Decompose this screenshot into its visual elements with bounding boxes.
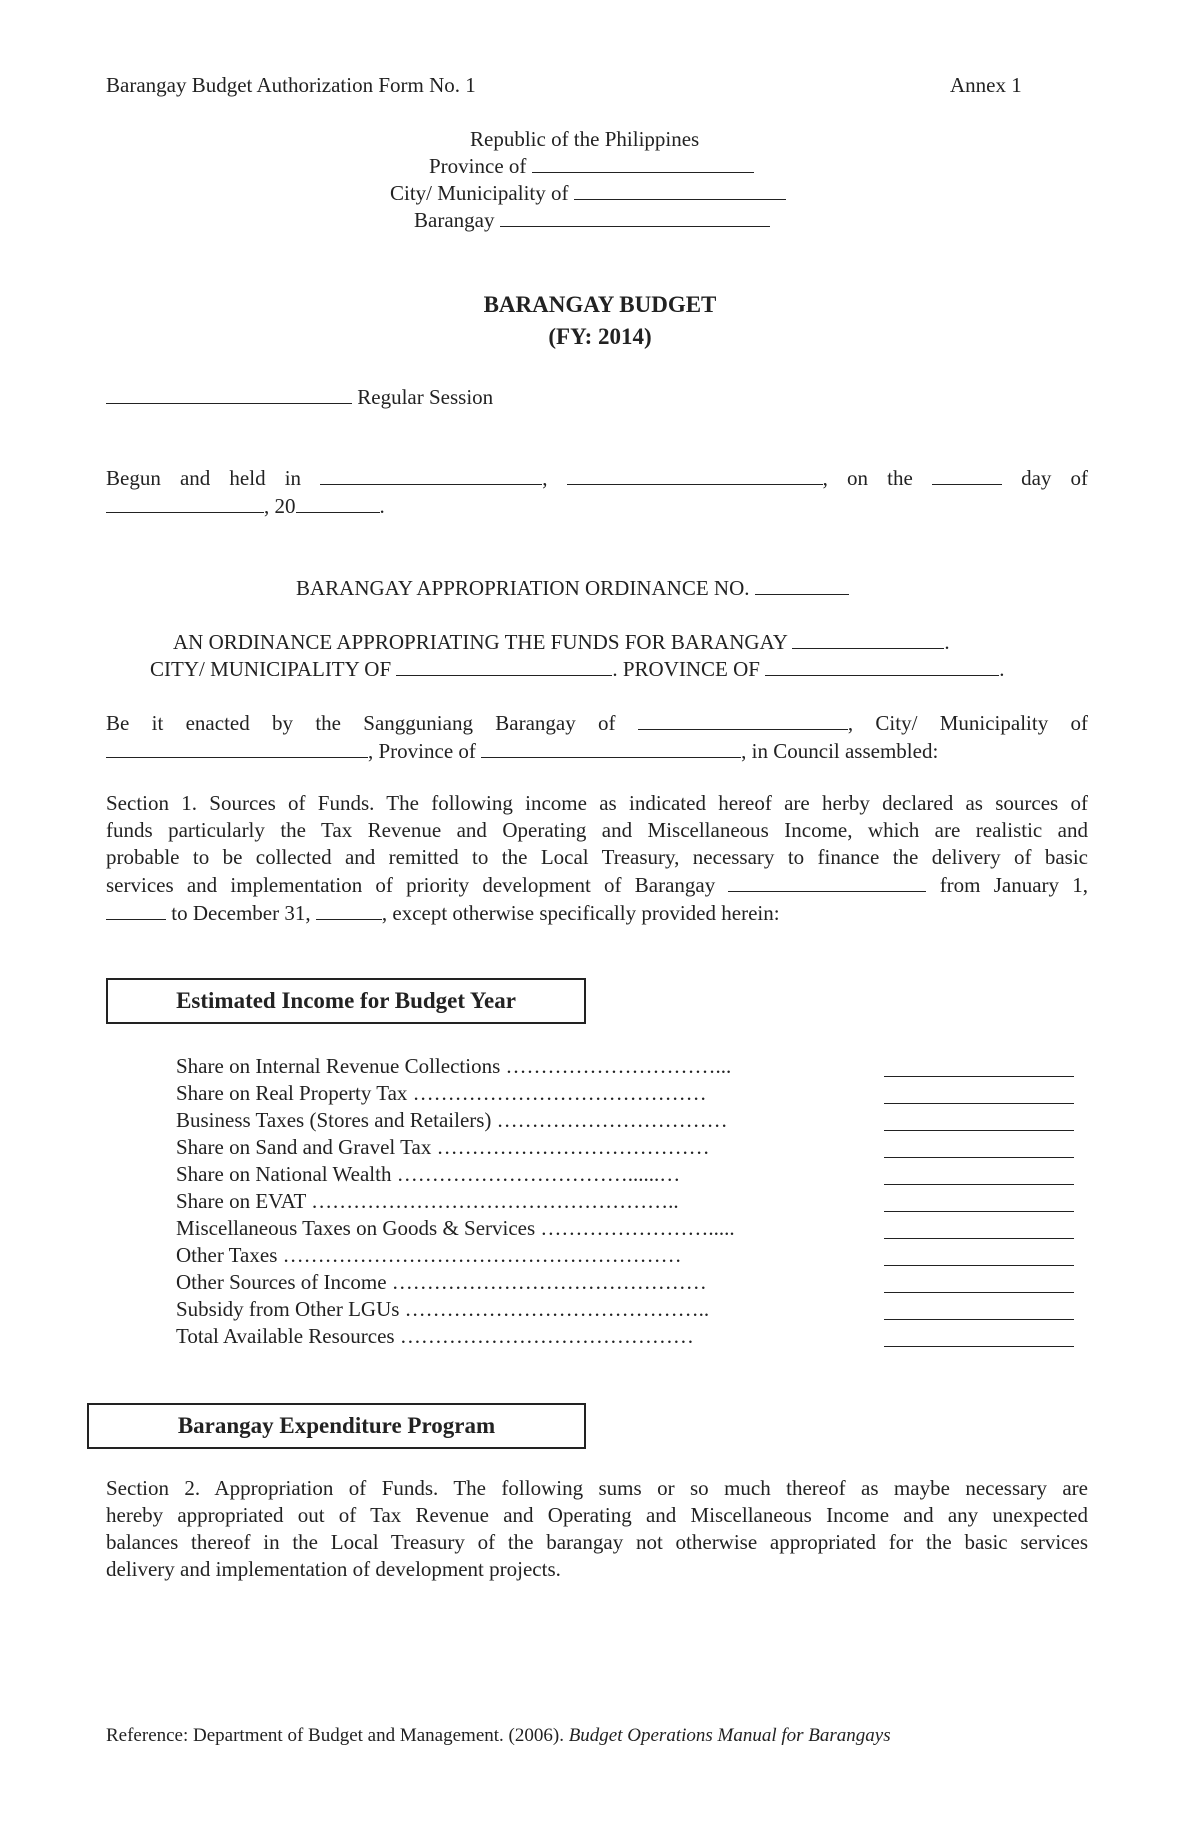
income-item <box>176 1242 682 1269</box>
ordinance-province-blank[interactable] <box>765 655 999 676</box>
section-1-year-start-blank[interactable] <box>106 899 166 920</box>
section-1-line-5 <box>106 899 1088 927</box>
income-amount-blank[interactable] <box>884 1241 1074 1266</box>
annex-label: Annex 1 <box>950 73 1022 97</box>
barangay-line <box>414 206 770 234</box>
section-1-line-4b: from January 1, <box>939 873 1089 897</box>
enacted-barangay-blank[interactable] <box>638 709 848 730</box>
income-item-dots: ………………………………… <box>436 1135 710 1159</box>
ordinance-city-blank[interactable] <box>396 655 612 676</box>
section-2-line-3: balances thereof in the Local Treasury of the barangay not otherwise appropriated for the basic services <box>106 1530 1088 1554</box>
enacted-text-1: Be it enacted by the Sangguniang Barangay of <box>106 711 616 735</box>
begun-day-blank[interactable] <box>932 464 1002 485</box>
section-2-paragraph <box>106 1475 1088 1583</box>
section-2-line-4: delivery and implementation of development projects. <box>106 1557 561 1581</box>
begun-year-prefix: , 20 <box>264 494 296 518</box>
section-2-line-1: Section 2. Appropriation of Funds. The following sums or so much thereof as maybe necessary are <box>106 1476 1088 1500</box>
income-item-dots: …………………………... <box>505 1054 732 1078</box>
begun-line-1 <box>106 464 1088 492</box>
section-1-line-3: probable to be collected and remitted to the Local Treasury, necessary to finance the delivery of basic <box>106 845 1088 869</box>
section-1-line-5b: , except otherwise specifically provided herein: <box>381 901 780 925</box>
income-item-dots: …………………………………………….. <box>311 1189 679 1213</box>
fiscal-year: (FY: 2014) <box>548 324 652 349</box>
begun-day-of: day of <box>1021 466 1089 490</box>
section-1-line-4 <box>106 871 1088 899</box>
ordinance-period-2: . <box>999 657 1005 681</box>
barangay-label: Barangay <box>414 208 495 232</box>
province-label: Province of <box>429 154 527 178</box>
begun-line-2 <box>106 492 1088 520</box>
session-blank[interactable] <box>106 383 352 404</box>
income-amount-blank[interactable] <box>884 1133 1074 1158</box>
income-amount-blank[interactable] <box>884 1052 1074 1077</box>
barangay-blank[interactable] <box>500 206 770 227</box>
section-1-line-1: Section 1. Sources of Funds. The following income as indicated hereof are herby declared as sources of <box>106 791 1088 815</box>
income-item-label: Share on Internal Revenue Collections <box>176 1054 501 1078</box>
section-1-paragraph <box>106 790 1088 927</box>
income-item <box>176 1215 735 1242</box>
income-item-dots: ……………………………………… <box>391 1270 707 1294</box>
begun-month-blank[interactable] <box>106 492 264 513</box>
ordinance-title-1: AN ORDINANCE APPROPRIATING THE FUNDS FOR BARANGAY <box>173 630 788 654</box>
republic-line: Republic of the Philippines <box>470 127 700 151</box>
city-label: City/ Municipality of <box>390 181 569 205</box>
income-item-label: Other Taxes <box>176 1243 278 1267</box>
income-amount-blank[interactable] <box>884 1214 1074 1239</box>
ordinance-number-line <box>296 574 849 602</box>
estimated-income-heading: Estimated Income for Budget Year <box>106 978 586 1024</box>
province-blank[interactable] <box>532 152 754 173</box>
reference-line <box>106 1722 891 1749</box>
enacted-city-blank[interactable] <box>106 737 368 758</box>
income-item <box>176 1134 710 1161</box>
begun-paragraph <box>106 464 1088 520</box>
reference-title: Budget Operations Manual for Barangays <box>568 1725 891 1746</box>
section-1-line-2: funds particularly the Tax Revenue and Operating and Miscellaneous Income, which are realistic and <box>106 818 1088 842</box>
ordinance-province-label: . PROVINCE OF <box>612 657 760 681</box>
enacted-line-2 <box>106 737 1088 765</box>
begun-place-blank[interactable] <box>320 464 542 485</box>
begun-text-1: Begun and held in <box>106 466 302 490</box>
income-amount-blank[interactable] <box>884 1322 1074 1347</box>
enacted-text-3: , Province of <box>368 739 476 763</box>
income-item-label: Share on EVAT <box>176 1189 306 1213</box>
begun-on-the: , on the <box>822 466 913 490</box>
begun-comma: , <box>542 466 548 490</box>
income-item-dots: …………………………… <box>496 1108 728 1132</box>
ordinance-barangay-blank[interactable] <box>792 628 944 649</box>
section-2-line-2: hereby appropriated out of Tax Revenue and Operating and Miscellaneous Income and any unexpected <box>106 1503 1088 1527</box>
income-amount-blank[interactable] <box>884 1268 1074 1293</box>
enacted-province-blank[interactable] <box>481 737 741 758</box>
session-label: Regular Session <box>357 385 494 409</box>
income-item <box>176 1323 694 1350</box>
section-1-barangay-blank[interactable] <box>728 871 926 892</box>
ordinance-number-label: BARANGAY APPROPRIATION ORDINANCE NO. <box>296 576 750 600</box>
reference-prefix: Reference: Department of Budget and Management. (2006). <box>106 1725 564 1746</box>
income-item-dots: ……………………………......… <box>396 1162 681 1186</box>
form-title: Barangay Budget Authorization Form No. 1 <box>106 73 476 97</box>
income-item <box>176 1161 680 1188</box>
income-item-label: Miscellaneous Taxes on Goods & Services <box>176 1216 536 1240</box>
city-blank[interactable] <box>574 179 786 200</box>
ordinance-number-blank[interactable] <box>755 574 849 595</box>
income-item-dots: ……………………..... <box>540 1216 735 1240</box>
income-amount-blank[interactable] <box>884 1187 1074 1212</box>
section-1-line-5a: to December 31, <box>171 901 311 925</box>
income-item <box>176 1296 709 1323</box>
income-item-dots: …………………………………… <box>399 1324 694 1348</box>
income-item <box>176 1269 707 1296</box>
ordinance-line-2 <box>150 655 1004 683</box>
income-item-label: Total Available Resources <box>176 1324 395 1348</box>
income-item-label: Business Taxes (Stores and Retailers) <box>176 1108 492 1132</box>
income-amount-blank[interactable] <box>884 1160 1074 1185</box>
section-1-year-end-blank[interactable] <box>316 899 382 920</box>
income-item <box>176 1080 707 1107</box>
section-1-line-4a: services and implementation of priority development of Barangay <box>106 873 716 897</box>
income-item-label: Other Sources of Income <box>176 1270 387 1294</box>
province-line <box>429 152 754 180</box>
session-line <box>106 383 493 411</box>
income-item-dots: ………………………………………………… <box>282 1243 682 1267</box>
income-amount-blank[interactable] <box>884 1079 1074 1104</box>
income-item-label: Share on Real Property Tax <box>176 1081 408 1105</box>
enacted-line-1 <box>106 709 1088 737</box>
ordinance-city-label: CITY/ MUNICIPALITY OF <box>150 657 392 681</box>
income-item-label: Share on National Wealth <box>176 1162 392 1186</box>
city-line <box>390 179 786 207</box>
ordinance-line-1 <box>173 628 950 656</box>
income-item-dots: …………………………………… <box>412 1081 707 1105</box>
income-item-label: Subsidy from Other LGUs <box>176 1297 400 1321</box>
income-item-dots: …………………………………….. <box>404 1297 710 1321</box>
enacted-paragraph <box>106 709 1088 765</box>
income-item <box>176 1053 731 1080</box>
income-item-label: Share on Sand and Gravel Tax <box>176 1135 432 1159</box>
budget-title: BARANGAY BUDGET <box>483 292 717 317</box>
enacted-text-2: , City/ Municipality of <box>847 711 1088 735</box>
begun-place2-blank[interactable] <box>567 464 823 485</box>
income-amount-blank[interactable] <box>884 1106 1074 1131</box>
expenditure-program-heading: Barangay Expenditure Program <box>87 1403 586 1449</box>
income-item <box>176 1188 679 1215</box>
begun-year-blank[interactable] <box>296 492 380 513</box>
income-item <box>176 1107 728 1134</box>
income-amount-blank[interactable] <box>884 1295 1074 1320</box>
begun-period: . <box>379 494 385 518</box>
enacted-text-4: , in Council assembled: <box>741 739 939 763</box>
ordinance-period-1: . <box>944 630 950 654</box>
